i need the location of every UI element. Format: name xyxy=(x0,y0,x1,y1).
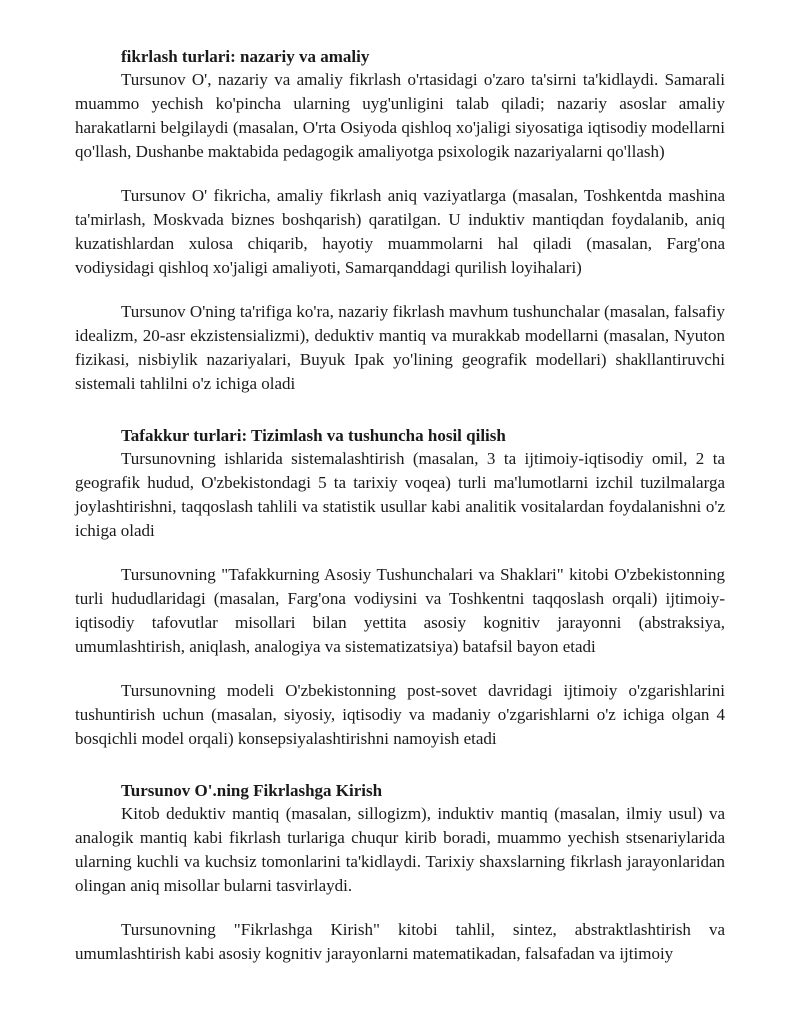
section-heading: fikrlash turlari: nazariy va amaliy xyxy=(121,47,370,66)
paragraph: Tursunovning "Fikrlashga Kirish" kitobi tahlil, sintez, abstraktlashtirish va umumlashtirish kabi asosiy kognitiv jarayonlarni matematikadan, falsafadan va ijtimoiy xyxy=(75,920,725,963)
paragraph: Tursunov O' fikricha, amaliy fikrlash aniq vaziyatlarga (masalan, Toshkentda mashina ta'mirlash, Moskvada biznes boshqarish) qaratilgan. U induktiv mantiqdan foydalanib, aniq kuzatishlardan xulosa chiqarib, hayotiy muammolarni hal qiladi (masalan, Farg'ona vodiysidagi qishloq xo'jaligi amaliyoti, Samarqanddagi qurilish loyihalari) xyxy=(75,186,725,277)
paragraph: Tursunovning modeli O'zbekistonning post-sovet davridagi ijtimoiy o'zgarishlarini tushuntirish uchun (masalan, siyosiy, iqtisodiy va madaniy o'zgarishlarni o'z ichiga olgan 4 bosqichli model orqali) konsepsiyalashtirishni namoyish etadi xyxy=(75,681,725,748)
section-heading: Tafakkur turlari: Tizimlash va tushuncha hosil qilish xyxy=(121,426,506,445)
paragraph: Tursunovning "Tafakkurning Asosiy Tushunchalari va Shaklari" kitobi O'zbekistonning turli hududlaridagi (masalan, Farg'ona vodiysini va Toshkentni taqqoslash orqali) ijtimoiy-iqtisodiy tafovutlar misollari bilan yettita asosiy kognitiv jarayonni (abstraksiya, umumlashtirish, aniqlash, analogiya va sistematizatsiya) batafsil bayon etadi xyxy=(75,565,725,656)
section-heading: Tursunov O'.ning Fikrlashga Kirish xyxy=(121,781,383,800)
document-page xyxy=(75,46,725,966)
paragraph: Tursunovning ishlarida sistemalashtirish (masalan, 3 ta ijtimoiy-iqtisodiy omil, 2 ta geografik hudud, O'zbekistondagi 5 ta tarixiy voqea) turli ma'lumotlarni izchil tuzilmalarga joylashtirishni, taqqoslash tahlili va statistik usullar kabi analitik vositalardan foydalanishni o'z ichiga oladi xyxy=(75,449,725,540)
paragraph: Kitob deduktiv mantiq (masalan, sillogizm), induktiv mantiq (masalan, ilmiy usul) va analogik mantiq kabi fikrlash turlariga chuqur kirib boradi, muammo yechish stsenariylarida ularning kuchli va kuchsiz tomonlarini ta'kidlaydi. Tarixiy shaxslarning fikrlash jarayonlaridan olingan aniq misollar bularni tasvirlaydi. xyxy=(75,804,725,895)
paragraph: Tursunov O', nazariy va amaliy fikrlash o'rtasidagi o'zaro ta'sirni ta'kidlaydi. Samarali muammo yechish ko'pincha ularning uyg'unligini talab qiladi; nazariy asoslar amaliy harakatlarni belgilaydi (masalan, O'rta Osiyoda qishloq xo'jaligi siyosatiga iqtisodiy modellarni qo'llash, Dushanbe maktabida pedagogik amaliyotga psixologik nazariyalarni qo'llash) xyxy=(75,70,725,161)
paragraph: Tursunov O'ning ta'rifiga ko'ra, nazariy fikrlash mavhum tushunchalar (masalan, falsafiy idealizm, 20-asr ekzistensializmi), deduktiv mantiq va murakkab modellarni (masalan, Nyuton fizikasi, nisbiylik nazariyalari, Buyuk Ipak yo'lining geografik modellari) shakllantiruvchi sistemali tahlilni o'z ichiga oladi xyxy=(75,302,725,393)
